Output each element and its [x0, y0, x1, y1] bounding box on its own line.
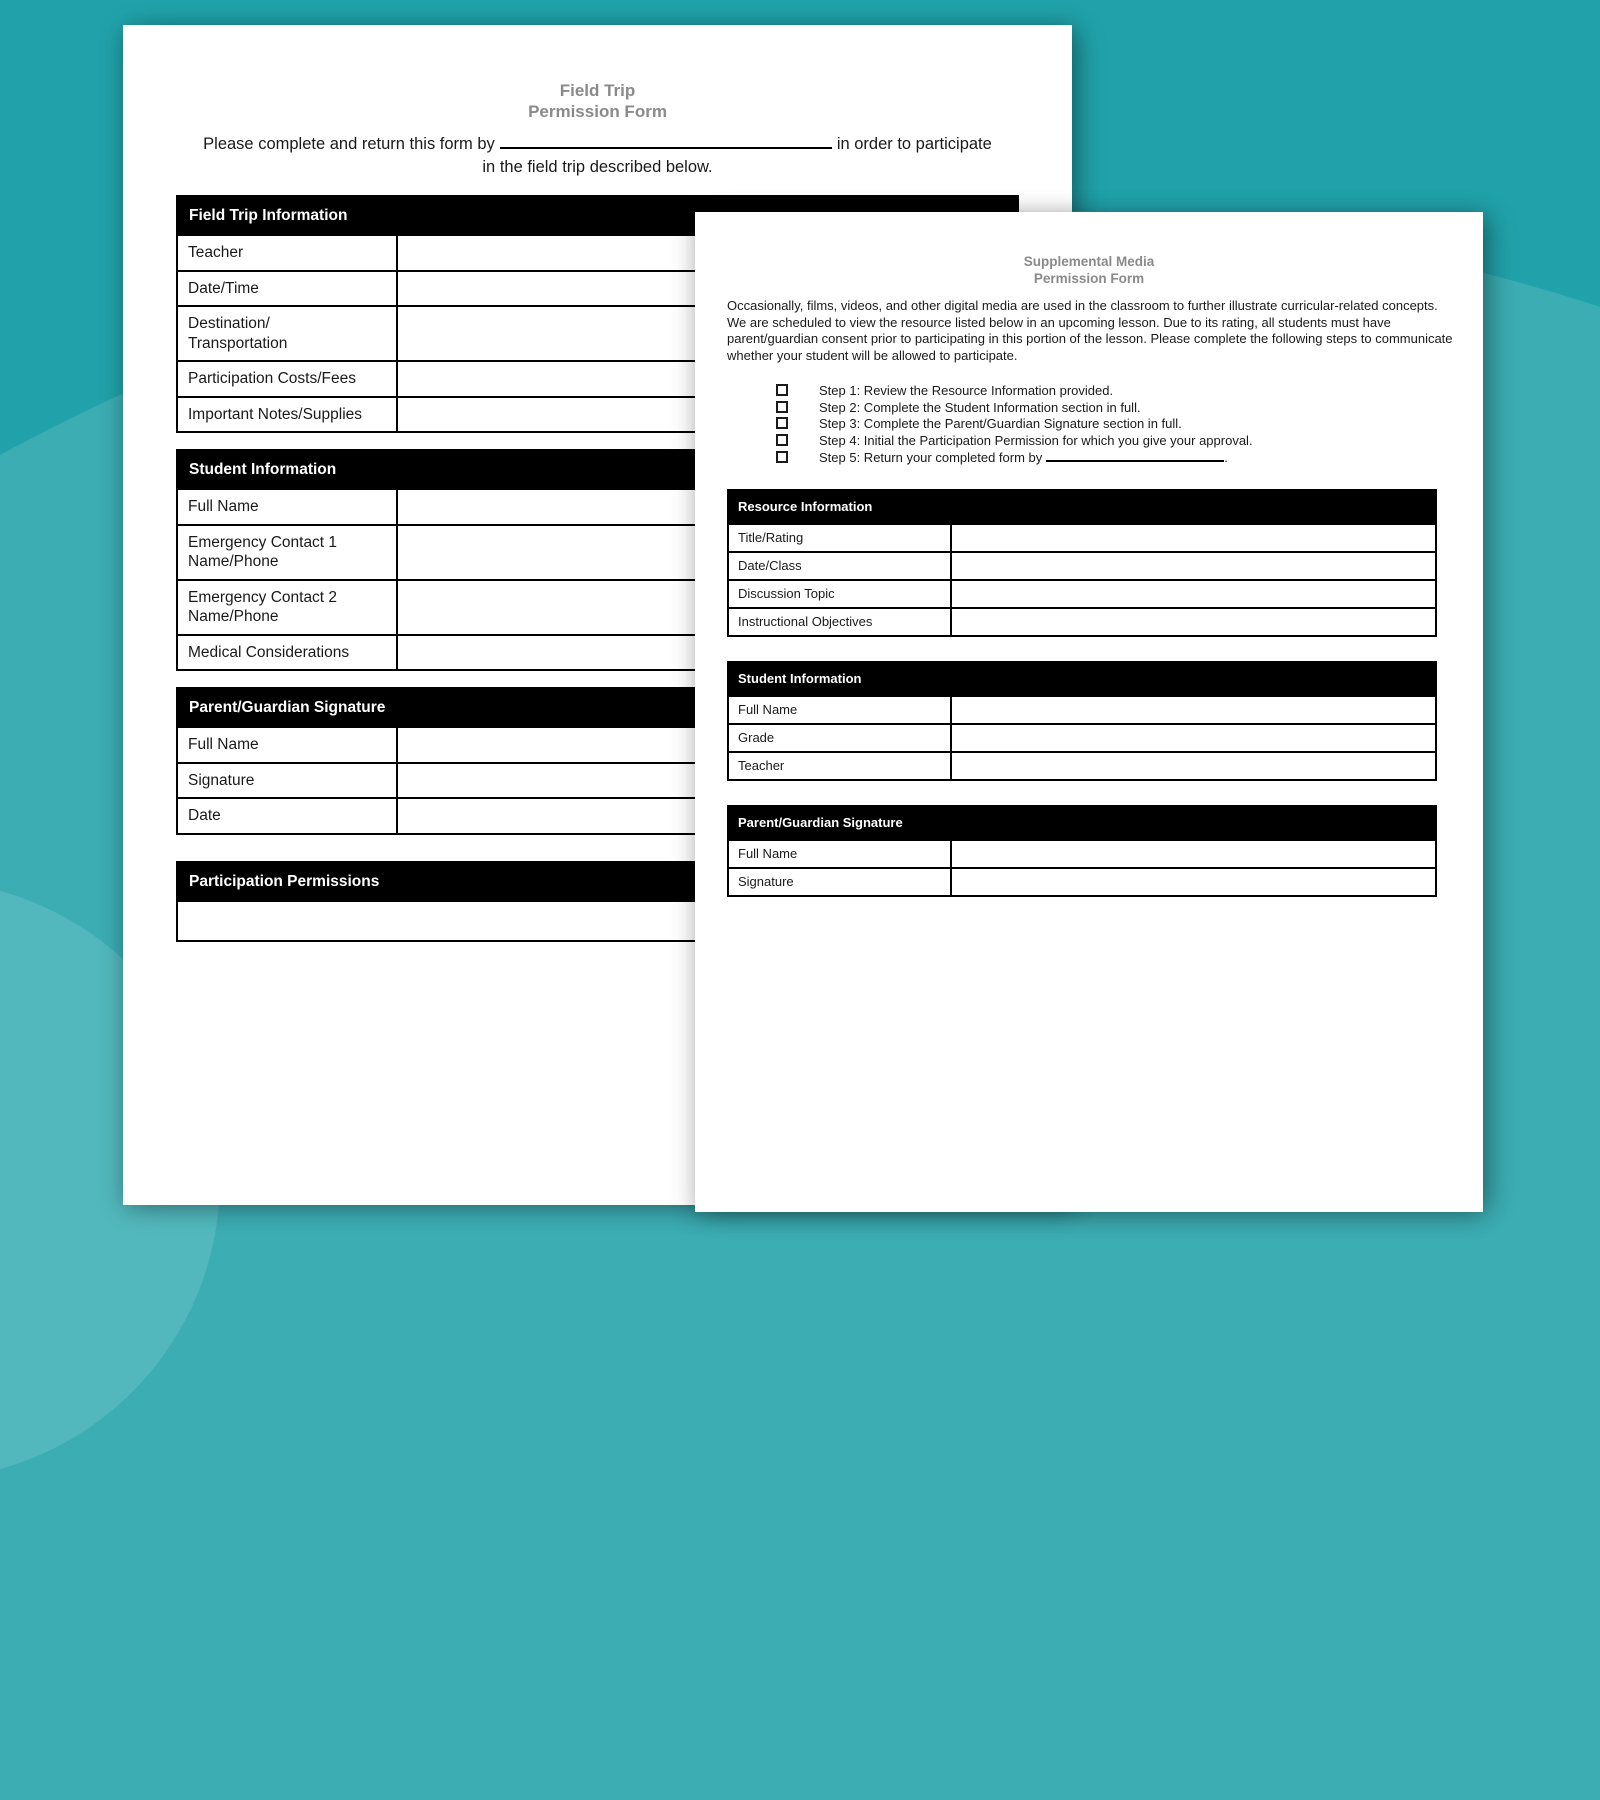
supplemental-media-permission-form-page	[695, 212, 1483, 1212]
field-label: Participation Costs/Fees	[178, 362, 398, 396]
field-label: Emergency Contact 2 Name/Phone	[178, 581, 398, 634]
step-text: Step 5: Return your completed form by	[819, 450, 1043, 466]
checkbox-icon	[776, 401, 788, 413]
step-text: Step 2: Complete the Student Information section in full.	[819, 399, 1141, 415]
field-trip-form-title	[123, 80, 1072, 122]
section-header: Resource Information	[729, 491, 1435, 523]
section-header: Parent/Guardian Signature	[729, 807, 1435, 839]
step-item-4	[776, 433, 1253, 450]
checkbox-icon	[776, 384, 788, 396]
step-text: Step 4: Initial the Participation Permission for which you give your approval.	[819, 432, 1253, 448]
field-input-area	[952, 697, 1435, 723]
return-by-date-blank	[1046, 449, 1224, 462]
form-row	[729, 695, 1435, 723]
section-header: Parent/Guardian Signature	[178, 689, 1017, 726]
supplemental-media-intro-text: Occasionally, films, videos, and other digital media are used in the classroom to further illustrate curricular-related concepts. We are scheduled to view the resource listed below in an upcoming lesson. Due to its rating, all students must have parent/guardian consent prior to participating in this portion of the lesson. Please complete the following steps to communicate whether your student will be allowed to participate.	[727, 298, 1453, 363]
title-line-2: Permission Form	[528, 102, 667, 121]
field-label: Date/Class	[729, 553, 952, 579]
form-row	[729, 579, 1435, 607]
field-label: Emergency Contact 1 Name/Phone	[178, 526, 398, 579]
checkbox-icon	[776, 451, 788, 463]
supplemental-media-form-sections	[727, 489, 1437, 921]
field-label: Teacher	[178, 236, 398, 270]
section-header: Student Information	[178, 451, 1017, 488]
field-label: Signature	[178, 764, 398, 798]
field-label: Full Name	[729, 697, 952, 723]
field-label: Full Name	[178, 490, 398, 524]
field-input-area	[952, 725, 1435, 751]
field-input-area	[952, 581, 1435, 607]
form-row	[729, 867, 1435, 895]
step-text: Step 1: Review the Resource Information provided.	[819, 383, 1114, 398]
field-input-area	[952, 753, 1435, 779]
field-trip-intro-text	[123, 133, 1072, 179]
form-row	[729, 839, 1435, 867]
field-input-area	[952, 553, 1435, 579]
field-label: Date/Time	[178, 272, 398, 306]
field-label: Grade	[729, 725, 952, 751]
form-section-student-information	[727, 661, 1437, 781]
title-line-1: Supplemental Media	[1023, 254, 1155, 269]
field-label: Discussion Topic	[729, 581, 952, 607]
title-line-1: Field Trip	[559, 81, 636, 100]
step-item-5	[776, 449, 1253, 467]
field-label: Full Name	[729, 841, 952, 867]
section-header: Field Trip Information	[178, 197, 1017, 234]
title-line-2: Permission Form	[1033, 271, 1145, 286]
checkbox-icon	[776, 434, 788, 446]
intro-before-blank: Please complete and return this form by	[203, 135, 495, 154]
step-item-2	[776, 400, 1253, 417]
steps-checklist	[776, 383, 1253, 467]
form-row	[729, 551, 1435, 579]
field-label: Date	[178, 799, 398, 833]
field-label: Full Name	[178, 728, 398, 762]
section-header: Participation Permissions	[178, 863, 1017, 900]
form-row	[729, 607, 1435, 635]
field-label: Instructional Objectives	[729, 609, 952, 635]
checkbox-icon	[776, 417, 788, 429]
form-section-resource-information	[727, 489, 1437, 637]
step-suffix: .	[1224, 450, 1228, 466]
supplemental-media-form-title	[695, 253, 1483, 287]
intro-line-2: in the field trip described below.	[482, 158, 713, 177]
form-row	[729, 751, 1435, 779]
field-input-area	[952, 609, 1435, 635]
field-input-area	[952, 841, 1435, 867]
field-input-area	[952, 525, 1435, 551]
field-label: Title/Rating	[729, 525, 952, 551]
field-label: Signature	[729, 869, 952, 895]
field-label: Important Notes/Supplies	[178, 398, 398, 432]
step-item-1	[776, 383, 1253, 400]
form-section-parent-guardian-signature	[727, 805, 1437, 897]
step-item-3	[776, 416, 1253, 433]
form-row	[729, 523, 1435, 551]
field-label: Destination/ Transportation	[178, 307, 398, 360]
field-label: Medical Considerations	[178, 636, 398, 670]
return-by-date-blank	[500, 133, 832, 149]
step-text: Step 3: Complete the Parent/Guardian Signature section in full.	[819, 416, 1182, 431]
form-row	[729, 723, 1435, 751]
field-input-area	[952, 869, 1435, 895]
section-header: Student Information	[729, 663, 1435, 695]
field-label: Teacher	[729, 753, 952, 779]
intro-after-blank: in order to participate	[836, 135, 992, 154]
